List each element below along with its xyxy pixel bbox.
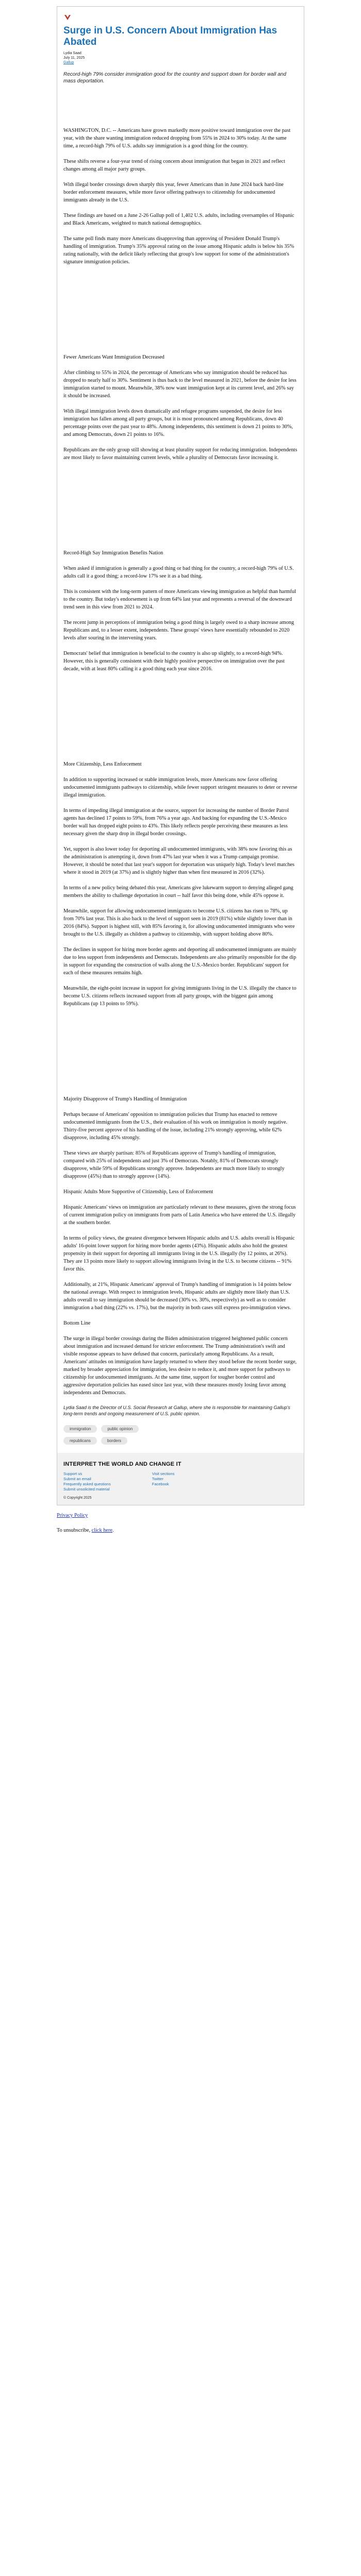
unsubscribe-link[interactable]: click here (91, 1528, 112, 1533)
section-heading-5: Hispanic Adults More Supportive of Citizenship, Less of Enforcement (63, 1189, 214, 1195)
section-heading-4: Majority Disapprove of Trump's Handling of Immigration (63, 1096, 187, 1102)
chart-figure-3 (63, 681, 218, 753)
article-body (63, 127, 298, 1397)
email-footer (57, 1512, 304, 1534)
unsubscribe-line (57, 1527, 304, 1534)
footer-link-support[interactable]: Support us (63, 1471, 83, 1476)
paragraph: With illegal immigration levels down dramatically and refugee programs suspended, the desire for less immigration has fallen among all party groups, but it is most pronounced among Republicans, down 40 percentage points over the past year to 48%. Among independents, this sentiment is down 21 points to 30%, and among Democrats, down 21 points to 16%. (63, 409, 293, 437)
footer-link-email[interactable]: Submit an email (63, 1477, 91, 1481)
footer-link-facebook[interactable]: Facebook (152, 1482, 169, 1486)
paragraph: In terms of impeding illegal immigration at the source, support for increasing the number of Border Patrol agents has declined 17 points to 59%, from 76% a year ago. And backing for expanding the U.S.-Mexico border wall has dropped eight points to 43%. This likely reflects people perceiving these measures as less necessary given the sharp drop in illegal border crossings. (63, 808, 289, 837)
footer (57, 1453, 304, 1505)
paragraph: This is consistent with the long-term pattern of more Americans viewing immigration as helpful than harmful to the country. But today's endorsement is up from 64% last year and represents a reversal of the downward trend seen in this view from 2021 to 2024. (63, 589, 296, 610)
tag-list (63, 1425, 298, 1433)
tag-list-2 (63, 1437, 298, 1445)
footer-col-1 (63, 1471, 111, 1492)
footer-heading: INTERPRET THE WORLD AND CHANGE IT (63, 1461, 182, 1467)
privacy-policy-link[interactable]: Privacy Policy (57, 1513, 88, 1518)
footer-link-twitter[interactable]: Twitter (152, 1477, 163, 1481)
paragraph: In terms of policy views, the greatest divergence between Hispanic adults and U.S. adults overall is Hispanic adults' 16-point lower support for hiring more border agents (43%). Hispanic adults also hold the greatest propensity in their support for deporting all immigrants living in the U.S. illegally (by 12 points, at 26%). They are 13 points more likely to support allowing immigrants living in the U.S. to become citizens -- 91% favor this. (63, 1235, 295, 1272)
unsubscribe-suffix: . (112, 1528, 114, 1533)
copyright: © Copyright 2025 (63, 1496, 92, 1500)
article-title: Surge in U.S. Concern About Immigration Has Abated (63, 25, 277, 47)
chart-figure-4 (63, 1015, 218, 1088)
paragraph: In terms of a new policy being debated this year, Americans give lukewarm support to denying alleged gang members the ability to challenge deportation in court -- half favor this being done, while 45% oppose it. (63, 885, 293, 899)
paragraph: After climbing to 55% in 2024, the percentage of Americans who say immigration should be reduced has dropped to nearly half to 30%. Sentiment is thus back to the level measured in 2021, before the desire for less immigration started to mount. Meanwhile, 38% now want immigration kept at its current level, and 26% say it should be increased. (63, 370, 297, 399)
author-note: Lydia Saad is the Director of U.S. Social Research at Gallup, where she is responsible for maintaining Gallup's long-term trends and ongoing measurement of U.S. public opinion. (63, 1405, 290, 1416)
footer-link-sections[interactable]: Visit sections (152, 1471, 175, 1476)
paragraph: The same poll finds many more Americans disapproving than approving of President Donald Trump's handling of immigration. Trump's 35% approval rating on the issue among Hispanic adults is below his 35% rating nationally, with the deficit likely reflecting that group's low support for some of the administration's signature immigration policies. (63, 236, 294, 265)
tag-republicans[interactable]: republicans (63, 1437, 97, 1445)
author-name: Lydia Saad (63, 52, 81, 55)
paragraph: With illegal border crossings down sharply this year, fewer Americans than in June 2024 back hard-line border enforcement measures, while more favor offering pathways to citizenship for undocumented immigrants already in the U.S. (63, 182, 284, 203)
section-heading-2: Record-High Say Immigration Benefits Nation (63, 550, 163, 556)
paragraph: These views are sharply partisan: 85% of Republicans approve of Trump's handling of immigration, compared with 25% of independents and just 3% of Democrats. Notably, 81% of Democrats strongly disapprove, while 59% of Republicans strongly approve. Independents are much more likely to strongly disapprove (45%) than to strongly approve (14%). (63, 1150, 285, 1179)
footer-link-faq[interactable]: Frequently asked questions (63, 1482, 111, 1486)
newsletter-card (57, 6, 304, 1505)
source-link[interactable]: Gallup (63, 61, 74, 64)
section-heading-1: Fewer Americans Want Immigration Decreased (63, 354, 165, 360)
paragraph: The surge in illegal border crossings during the Biden administration triggered heightened public concern about immigration and increased demand for stricter enforcement. The Trump administration's swift and visible response appears to have defused that concern, particularly among Republicans. As a result, Americans' attitudes on immigration have largely returned to where they stood before the recent border surge, marked by broader appreciation for immigration, less desire to reduce it, and more support for pathways to citizenship for undocumented immigrants. At the same time, support for tougher border control and aggressive deportation policies has eased since last year, with these measures mostly losing favor among independents and Democrats. (63, 1336, 297, 1396)
chart-figure-2 (63, 469, 218, 541)
paragraph: When asked if immigration is generally a good thing or bad thing for the country, a record-high 79% of U.S. adults call it a good thing; a record-low 17% see it as a bad thing. (63, 566, 294, 579)
tag-public-opinion[interactable]: public opinion (101, 1425, 139, 1433)
paragraph: Meanwhile, the eight-point increase in support for giving immigrants living in the U.S. illegally the chance to become U.S. citizens reflects increased support from all party groups, with the biggest gain among Republicans (up 13 points to 59%). (63, 986, 297, 1007)
logo-icon (63, 14, 72, 21)
paragraph: Republicans are the only group still showing at least plurality support for reducing immigration. Independents are most likely to favor maintaining current levels, while a plurality of Democrats favor increasing it. (63, 447, 298, 461)
footer-col-2 (152, 1471, 175, 1492)
paragraph: Meanwhile, support for allowing undocumented immigrants to become U.S. citizens has risen to 78%, up from 70% last year. This is also back to the level of support seen in 2019 (81%) while slightly lower than in 2016 (84%). Support is highest still, with 85% favoring it, for allowing undocumented immigrants who were brought to the U.S. illegally as children a pathway to citizenship, with support holding above 80%. (63, 908, 295, 937)
paragraph: Perhaps because of Americans' opposition to immigration policies that Trump has enacted to remove undocumented immigrants from the U.S., their evaluation of his work on immigration is mostly negative. Thirty-five percent approve of his handling of the issue, including 21% strongly approving, while 62% disapprove, including 45% strongly. (63, 1112, 288, 1141)
section-heading-3: More Citizenship, Less Enforcement (63, 761, 142, 767)
paragraph: These shifts reverse a four-year trend of rising concern about immigration that began in 2021 and reflect changes among all major party groups. (63, 159, 285, 172)
paragraph: Yet, support is also lower today for deporting all undocumented immigrants, with 38% now favoring this as the administration is attempting it, down from 47% last year when it was a Trump campaign promise. However, it should be noted that last year's support for deportation was uniquely high. Today's level matches where it stood in 2019 (at 37%) and is slightly higher than when first measured in 2016 (32%). (63, 846, 294, 875)
paragraph: In addition to supporting increased or stable immigration levels, more Americans now favor offering undocumented immigrants pathways to citizenship, while fewer support stringent measures to deter or reverse illegal immigration. (63, 777, 298, 798)
paragraph: WASHINGTON, D.C. -- Americans have grown markedly more positive toward immigration over the past year, with the share wanting immigration reduced dropping from 55% in 2024 to 30% today. At the same time, a record-high 79% of U.S. adults say immigration is a good thing for the country. (63, 128, 291, 149)
tag-borders[interactable]: borders (101, 1437, 127, 1445)
footer-link-submit[interactable]: Submit unsolicited material (63, 1487, 110, 1492)
hero-image (63, 92, 299, 127)
section-heading-6: Bottom Line (63, 1320, 91, 1326)
tag-immigration[interactable]: immigration (63, 1425, 97, 1433)
paragraph: The declines in support for hiring more border agents and deporting all undocumented immigrants are mainly due to less support from independents and Democrats. Independents are also primarily responsible for the dip in support for expanding the construction of walls along the U.S.-Mexico border. Republicans' support for each of these measures remains high. (63, 947, 297, 976)
article-date: July 11, 2025 (63, 56, 85, 60)
paragraph: Additionally, at 21%, Hispanic Americans' approval of Trump's handling of immigration is 14 points below the national average. With respect to immigration levels, Hispanic adults are slightly more likely than U.S. adults overall to say immigration should be decreased (30% vs. 30%, respectively) as well as to consider immigration a bad thing (22% vs. 17%), but the majority in both cases still express pro-immigration views. (63, 1282, 292, 1311)
paragraph: Democrats' belief that immigration is beneficial to the country is also up slightly, to a record-high 94%. However, this is generally consistent with their highly positive perspective on immigration over the past decade, with at least 80% calling it a good thing each year since 2016. (63, 651, 285, 672)
unsubscribe-prefix: To unsubscribe, (57, 1528, 92, 1533)
paragraph: The recent jump in perceptions of immigration being a good thing is largely owed to a sharp increase among Republicans and, to a lesser extent, independents. These groups' views have essentially rebounded to 2020 levels after souring in the intervening years. (63, 620, 294, 641)
article-dek: Record-high 79% consider immigration good for the country and support down for border wall and mass deportation. (63, 72, 286, 84)
chart-figure-1 (63, 274, 218, 346)
paragraph: Hispanic Americans' views on immigration are particularly relevant to these measures, given the strong focus of current immigration policy on immigrants from parts of Latin America who have entered the U.S. illegally at the southern border. (63, 1205, 296, 1226)
paragraph: These findings are based on a June 2-26 Gallup poll of 1,402 U.S. adults, including oversamples of Hispanic and Black Americans, weighted to match national demographics. (63, 213, 294, 226)
